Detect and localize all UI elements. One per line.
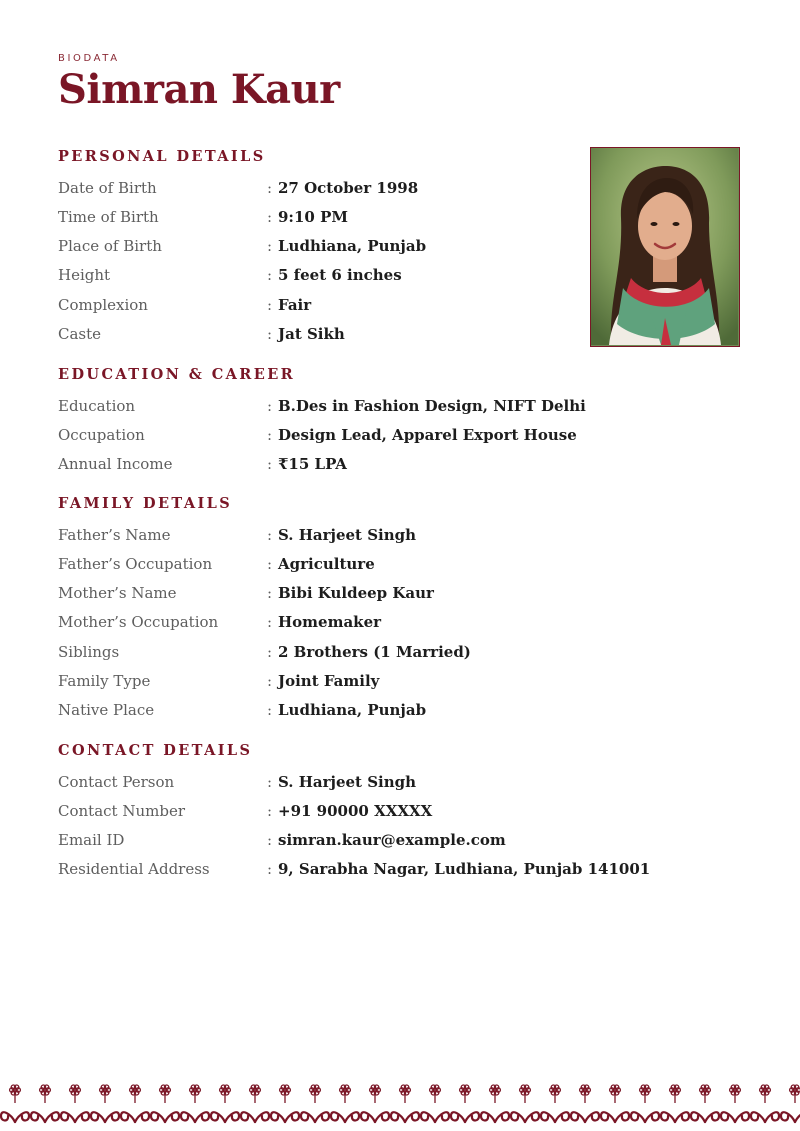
row-label: Caste	[58, 325, 102, 343]
border-motif	[721, 1085, 749, 1122]
border-motif	[691, 1085, 719, 1122]
row-separator: :	[267, 860, 273, 878]
row-separator: :	[267, 266, 273, 284]
detail-row	[58, 179, 658, 205]
detail-row	[58, 266, 658, 292]
row-value: Ludhiana, Punjab	[278, 237, 427, 255]
row-label: Height	[58, 266, 111, 284]
row-separator: :	[267, 237, 273, 255]
row-separator: :	[267, 296, 273, 314]
row-value: 27 October 1998	[278, 179, 419, 197]
border-motif	[211, 1085, 239, 1122]
border-motif	[391, 1085, 419, 1122]
row-label: Mother’s Occupation	[58, 613, 219, 631]
row-label: Contact Number	[58, 802, 185, 820]
row-separator: :	[267, 613, 273, 631]
border-motif	[631, 1085, 659, 1122]
row-value: Joint Family	[278, 672, 380, 690]
row-value: 2 Brothers (1 Married)	[278, 643, 471, 661]
border-motif	[361, 1085, 389, 1122]
border-motif	[601, 1085, 629, 1122]
border-motif	[751, 1085, 779, 1122]
border-motif	[1, 1085, 29, 1122]
detail-row	[58, 802, 658, 828]
row-value: ₹15 LPA	[278, 455, 347, 473]
row-separator: :	[267, 397, 273, 415]
row-value: Jat Sikh	[278, 325, 345, 343]
section-title-contact: CONTACT DETAILS	[58, 742, 253, 759]
detail-row	[58, 237, 658, 263]
detail-row	[58, 455, 658, 481]
profile-photo-icon	[591, 148, 738, 345]
border-motif	[91, 1085, 119, 1122]
person-name: Simran Kaur	[58, 66, 340, 113]
row-separator: :	[267, 455, 273, 473]
eyebrow-label: BIODATA	[58, 53, 120, 64]
border-motif	[271, 1085, 299, 1122]
row-separator: :	[267, 555, 273, 573]
row-separator: :	[267, 672, 273, 690]
border-motif	[301, 1085, 329, 1122]
row-separator: :	[267, 526, 273, 544]
border-motif	[661, 1085, 689, 1122]
detail-row	[58, 526, 658, 552]
row-value: Agriculture	[278, 555, 375, 573]
row-separator: :	[267, 179, 273, 197]
row-label: Email ID	[58, 831, 125, 849]
row-label: Date of Birth	[58, 179, 157, 197]
row-value: S. Harjeet Singh	[278, 773, 417, 791]
border-motif	[181, 1085, 209, 1122]
row-label: Mother’s Name	[58, 584, 177, 602]
row-label: Family Type	[58, 672, 151, 690]
border-motif	[571, 1085, 599, 1122]
section-title-family: FAMILY DETAILS	[58, 495, 233, 512]
detail-row	[58, 397, 658, 423]
border-motif	[241, 1085, 269, 1122]
detail-row	[58, 831, 658, 857]
border-motif	[481, 1085, 509, 1122]
row-separator: :	[267, 831, 273, 849]
detail-row	[58, 426, 658, 452]
row-value: Fair	[278, 296, 312, 314]
border-motif	[421, 1085, 449, 1122]
row-value: Homemaker	[278, 613, 382, 631]
detail-row	[58, 555, 658, 581]
detail-row	[58, 773, 658, 799]
section-title-personal: PERSONAL DETAILS	[58, 148, 266, 165]
row-label: Occupation	[58, 426, 145, 444]
row-label: Education	[58, 397, 136, 415]
border-motif	[31, 1085, 59, 1122]
row-label: Father’s Occupation	[58, 555, 213, 573]
row-value: Bibi Kuldeep Kaur	[278, 584, 434, 602]
row-separator: :	[267, 325, 273, 343]
row-separator: :	[267, 643, 273, 661]
row-value: B.Des in Fashion Design, NIFT Delhi	[278, 397, 586, 415]
row-separator: :	[267, 208, 273, 226]
detail-row	[58, 296, 658, 322]
row-value: +91 90000 XXXXX	[278, 802, 433, 820]
row-value: 9, Sarabha Nagar, Ludhiana, Punjab 141001	[278, 860, 651, 878]
row-separator: :	[267, 584, 273, 602]
row-separator: :	[267, 426, 273, 444]
border-motif	[331, 1085, 359, 1122]
detail-row	[58, 613, 658, 639]
row-label: Contact Person	[58, 773, 175, 791]
row-value: simran.kaur@example.com	[278, 831, 506, 849]
detail-row	[58, 643, 658, 669]
border-motif	[61, 1085, 89, 1122]
detail-row	[58, 701, 658, 727]
border-motif	[151, 1085, 179, 1122]
row-separator: :	[267, 701, 273, 719]
profile-photo	[590, 147, 740, 347]
border-motif	[121, 1085, 149, 1122]
floral-border-pattern	[0, 1078, 800, 1131]
row-label: Father’s Name	[58, 526, 171, 544]
row-value: Design Lead, Apparel Export House	[278, 426, 577, 444]
section-title-education: EDUCATION & CAREER	[58, 366, 296, 383]
row-label: Siblings	[58, 643, 120, 661]
row-separator: :	[267, 773, 273, 791]
row-label: Time of Birth	[58, 208, 159, 226]
row-label: Annual Income	[58, 455, 173, 473]
border-motif	[541, 1085, 569, 1122]
border-motif	[451, 1085, 479, 1122]
detail-row	[58, 860, 658, 886]
border-motif	[511, 1085, 539, 1122]
detail-row	[58, 584, 658, 610]
detail-row	[58, 208, 658, 234]
detail-row	[58, 325, 658, 351]
border-motif	[781, 1085, 800, 1122]
row-value: 9:10 PM	[278, 208, 348, 226]
row-value: Ludhiana, Punjab	[278, 701, 427, 719]
row-label: Complexion	[58, 296, 148, 314]
row-value: S. Harjeet Singh	[278, 526, 417, 544]
row-label: Residential Address	[58, 860, 210, 878]
row-value: 5 feet 6 inches	[278, 266, 402, 284]
detail-row	[58, 672, 658, 698]
row-label: Place of Birth	[58, 237, 162, 255]
row-separator: :	[267, 802, 273, 820]
row-label: Native Place	[58, 701, 155, 719]
